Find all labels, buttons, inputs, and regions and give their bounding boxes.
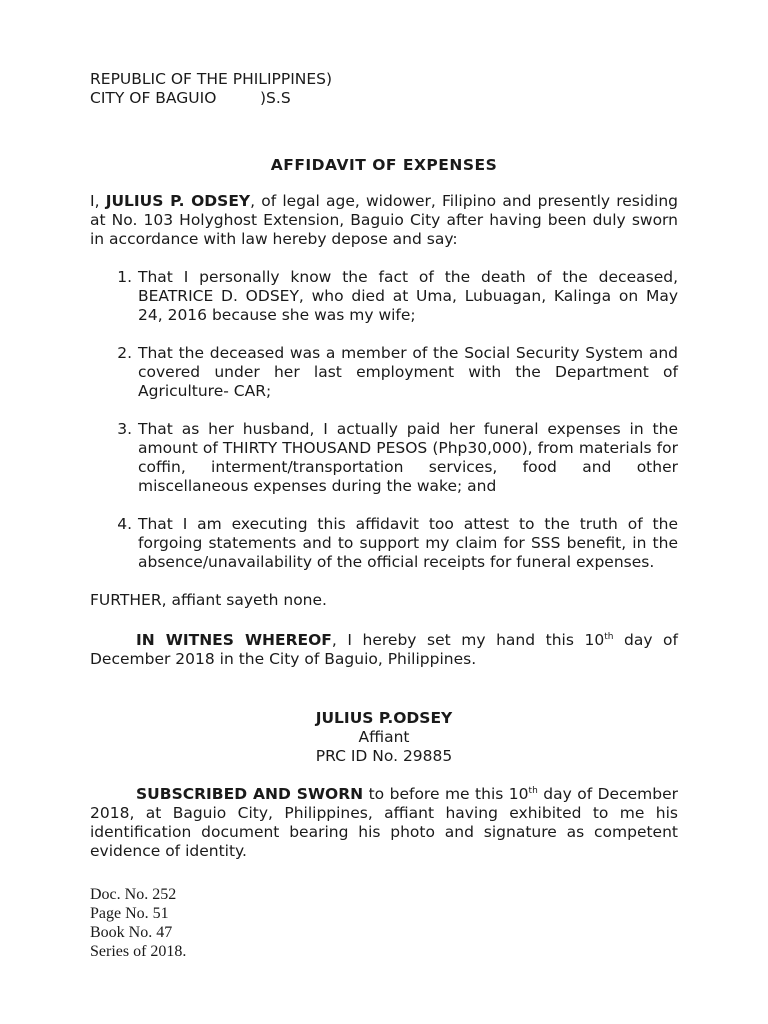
clause-number: 2.: [117, 344, 132, 362]
venue-city-row: [90, 89, 678, 108]
book-number: Book No. 47: [90, 924, 173, 941]
document-title: AFFIDAVIT OF EXPENSES: [270, 156, 498, 174]
jurat-superscript: th: [528, 786, 538, 796]
further-text: , affiant sayeth none.: [161, 591, 327, 609]
clause-text: That I am executing this affidavit too attest to the truth of the forgoing statements and to support my claim for SSS benefit, in the absence/unavailability of the official receipts for funeral expenses.: [138, 515, 678, 571]
jurat-paragraph: [90, 785, 678, 861]
jurat-text-2: day of December 2018, at Baguio City, Philippines, affiant having exhibited to me his identification document bearing his photo and signature as competent evidence of identity.: [90, 785, 679, 860]
signatory-role: Affiant: [358, 728, 410, 746]
clause-number: 1.: [117, 268, 132, 286]
venue-ss: )S.S: [260, 89, 291, 107]
clause-item: [90, 268, 678, 325]
witness-text-1: , I hereby set my hand this 10: [331, 631, 605, 649]
clause-item: [90, 420, 678, 496]
doc-number: Doc. No. 252: [90, 886, 177, 903]
jurat-lead: SUBSCRIBED AND SWORN: [136, 785, 364, 803]
clause-list: [90, 268, 678, 572]
witness-lead: IN WITNES WHEREOF: [136, 631, 332, 649]
venue-city: CITY OF BAGUIO: [90, 89, 217, 107]
intro-paragraph: [90, 192, 678, 249]
witness-superscript: th: [604, 632, 614, 642]
signatory-id: PRC ID No. 29885: [315, 747, 453, 765]
jurat-text-1: to before me this 10: [363, 785, 529, 803]
venue-republic: REPUBLIC OF THE PHILIPPINES): [90, 70, 333, 88]
witness-text-2: day of December 2018 in the City of Baguio, Philippines.: [90, 631, 679, 668]
venue-block: [90, 70, 678, 108]
clause-text: That the deceased was a member of the Social Security System and covered under her last employment with the Department of Agriculture- CAR;: [138, 344, 678, 400]
signatory-name: JULIUS P.ODSEY: [315, 709, 453, 727]
page-number: Page No. 51: [90, 905, 169, 922]
further-lead: FURTHER: [90, 591, 162, 609]
signature-block: [90, 709, 678, 766]
witness-paragraph: [90, 631, 678, 669]
clause-item: [90, 344, 678, 401]
clause-item: [90, 515, 678, 572]
clause-number: 3.: [117, 420, 132, 438]
clause-text: That I personally know the fact of the death of the deceased, BEATRICE D. ODSEY, who died at Uma, Lubuagan, Kalinga on May 24, 2016 because she was my wife;: [138, 268, 678, 324]
affiant-name: JULIUS P. ODSEY: [105, 192, 251, 210]
intro-prefix: I,: [90, 192, 106, 210]
series-year: Series of 2018.: [90, 943, 187, 960]
notarial-register: [90, 885, 678, 961]
clause-number: 4.: [117, 515, 132, 533]
further-paragraph: [90, 591, 678, 610]
clause-text: That as her husband, I actually paid her funeral expenses in the amount of THIRTY THOUSAND PESOS (Php30,000), from materials for coffin, interment/transportation services, food and other miscellaneous expenses during the wake; and: [138, 420, 678, 495]
intro-text: , of legal age, widower, Filipino and presently residing at No. 103 Holyghost Extension, Baguio City after having been duly sworn in accordance with law hereby depose and say:: [90, 192, 678, 248]
